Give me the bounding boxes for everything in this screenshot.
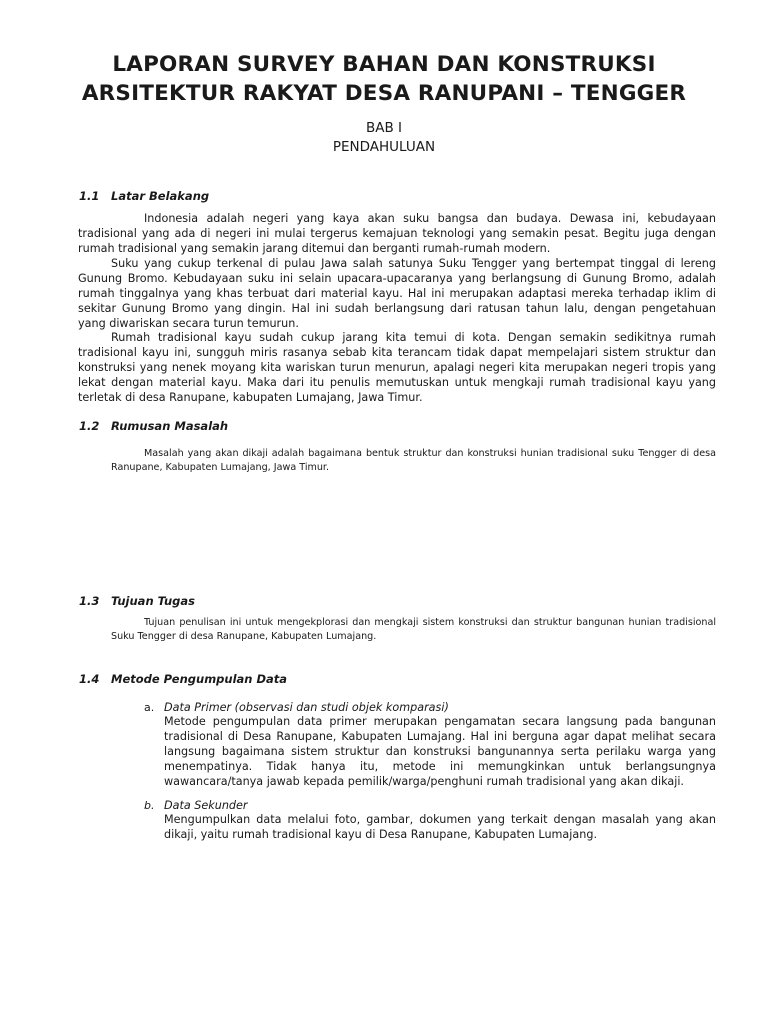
chapter-number: BAB I [365,120,403,136]
section-title: Latar Belakang [111,189,210,203]
section-title: Metode Pengumpulan Data [111,672,288,686]
paragraph-text: Suku yang cukup terkenal di pulau Jawa salah satunya Suku Tengger yang bertempat tinggal di lereng Gunung Bromo. Kebudayaan suku ini selain upacara-upacaranya yang berlangsung di Gunung Bromo, adalah rumah tinggalnya yang khas terbuat dari material kayu. Hal ini merupakan adaptasi mereka terhadap iklim di sekitar Gunung Bromo yang dingin. Hal ini sudah berlangsung dari ratusan tahun lalu, dengan pengetahuan yang diwariskan secara turun temurun. [78,257,716,330]
list-item-data-sekunder [144,798,716,843]
section-heading-1-2 [79,419,228,433]
list-marker: b. [144,799,155,812]
paragraph-tujuan [111,616,716,644]
section-number: 1.4 [79,672,100,686]
section-number: 1.1 [79,189,100,203]
document-title [40,50,728,108]
list-item-title: Data Sekunder [164,799,248,812]
paragraph-latar-3 [78,330,716,405]
section-heading-1-1 [79,189,209,203]
list-item-title: Data Primer (observasi dan studi objek komparasi) [164,701,449,714]
paragraph-text: Masalah yang akan dikaji adalah bagaimana bentuk struktur dan konstruksi hunian tradisional suku Tengger di desa Ranupane, Kabupaten Lumajang, Jawa Timur. [111,448,716,473]
section-heading-1-3 [79,594,195,608]
paragraph-latar-1 [78,211,716,256]
list-item-body: Metode pengumpulan data primer merupakan pengamatan secara langsung pada bangunan tradisional di Desa Ranupane, Kabupaten Lumajang. Hal ini berguna agar dapat melihat secara langsung bagaimana sistem struktur dan konstruksi bangunannya serta perilaku warga yang menempatinya. Tidak hanya itu, metode ini memungkinkan untuk berlangsungnya wawancara/tanya jawab kepada pemilik/warga/penghuni rumah tradisional yang akan dikaji. [164,715,716,788]
section-title: Tujuan Tugas [111,594,196,608]
title-line-1: LAPORAN SURVEY BAHAN DAN KONSTRUKSI [112,52,656,77]
paragraph-text: Tujuan penulisan ini untuk mengekplorasi dan mengkaji sistem konstruksi dan struktur bangunan hunian tradisional Suku Tengger di desa Ranupane, Kabupaten Lumajang. [111,617,716,642]
section-title: Rumusan Masalah [111,419,229,433]
section-number: 1.2 [79,419,100,433]
title-line-2: ARSITEKTUR RAKYAT DESA RANUPANI – TENGGER [81,81,687,106]
paragraph-rumusan [111,447,716,475]
list-item-data-primer [144,700,716,790]
paragraph-latar-2 [78,256,716,331]
paragraph-text: Rumah tradisional kayu sudah cukup jarang kita temui di kota. Dengan semakin sedikitnya rumah tradisional kayu ini, sungguh miris rasanya sebab kita terancam tidak dapat mempelajari sistem struktur dan konstruksi yang nenek moyang kita wariskan turun menurun, apalagi negeri kita merupakan negeri tropis yang lekat dengan material kayu. Maka dari itu penulis memutuskan untuk mengkaji rumah tradisional kayu yang terletak di desa Ranupane, kabupaten Lumajang, Jawa Timur. [78,331,716,404]
paragraph-text: Indonesia adalah negeri yang kaya akan suku bangsa dan budaya. Dewasa ini, kebudayaan tradisional yang ada di negeri ini mulai tergerus kemajuan teknologi yang semakin pesat. Begitu juga dengan rumah tradisional yang semakin jarang ditemui dan berganti rumah-rumah modern. [78,212,716,255]
section-heading-1-4 [79,672,287,686]
section-number: 1.3 [79,594,100,608]
chapter-title: PENDAHULUAN [332,139,436,155]
list-item-body: Mengumpulkan data melalui foto, gambar, dokumen yang terkait dengan masalah yang akan dikaji, yaitu rumah tradisional kayu di Desa Ranupane, Kabupaten Lumajang. [164,813,716,841]
list-marker: a. [144,701,155,714]
